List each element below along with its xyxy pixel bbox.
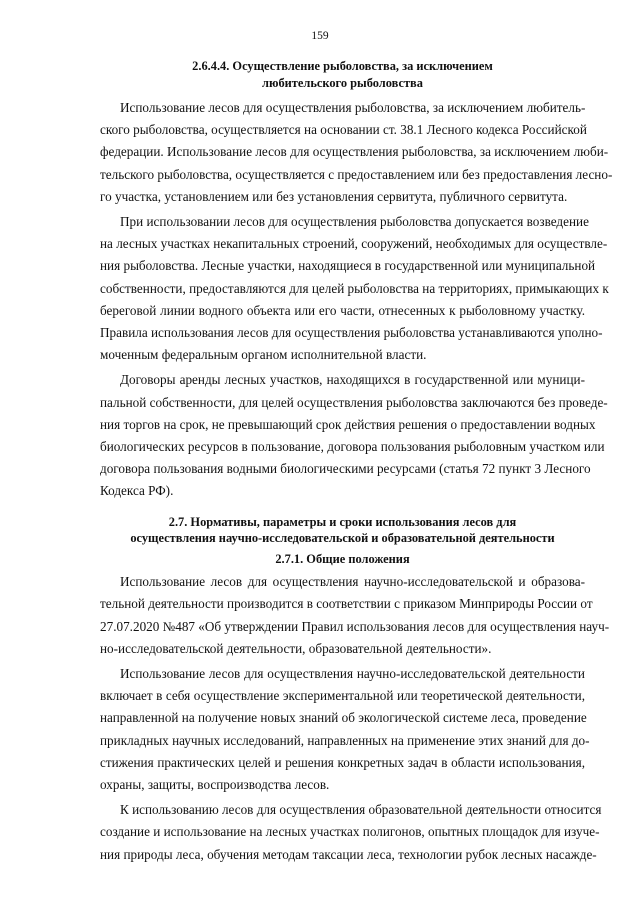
paragraph-line: включает в себя осуществление экспериментальной или теоретической деятельности, bbox=[100, 688, 585, 704]
paragraph-line: Использование лесов для осуществления рыболовства, за исключением любитель- bbox=[120, 100, 586, 115]
subsection-heading-2-7-1: 2.7.1. Общие положения bbox=[275, 551, 410, 566]
page-number: 159 bbox=[311, 30, 329, 42]
paragraph-line: на лесных участках некапитальных строений, сооружений, необходимых для осуществле- bbox=[100, 236, 608, 252]
paragraph-line: Договоры аренды лесных участков, находящихся в государственной или муници- bbox=[120, 372, 585, 388]
paragraph-line: Использование лесов для осуществления научно-исследовательской и образова- bbox=[120, 574, 585, 590]
paragraph-line: Правила использования лесов для осуществления рыболовства устанавливаются уполно- bbox=[100, 325, 603, 341]
paragraph-line: Кодекса РФ). bbox=[100, 483, 174, 499]
paragraph bbox=[100, 211, 609, 366]
paragraph-line: тельского рыболовства, осуществляется с предоставлением или без предоставления лесно- bbox=[100, 166, 613, 182]
paragraph-line: прикладных научных исследований, направленных на применение этих знаний для до- bbox=[100, 732, 590, 748]
heading-line: любительского рыболовства bbox=[262, 75, 423, 90]
paragraph bbox=[100, 97, 613, 208]
paragraph-line: При использовании лесов для осуществления рыболовства допускается возведение bbox=[120, 214, 589, 230]
paragraph-line: федерации. Использование лесов для осуществления рыболовства, за исключением люби- bbox=[100, 144, 609, 160]
paragraph-line: договора пользования водными биологическими ресурсами (статья 72 пункт 3 Лесного bbox=[100, 461, 591, 477]
heading-line: 2.7. Нормативы, параметры и сроки использования лесов для bbox=[168, 514, 517, 529]
paragraph-line: 27.07.2020 №487 «Об утверждении Правил использования лесов для осуществления науч- bbox=[100, 618, 610, 634]
paragraph-line: ского рыболовства, осуществляется на основании ст. 38.1 Лесного кодекса Российской bbox=[100, 122, 587, 138]
document-body bbox=[100, 58, 613, 866]
section-heading-2-7 bbox=[100, 514, 585, 547]
paragraph-line: К использованию лесов для осуществления образовательной деятельности относится bbox=[120, 802, 602, 818]
paragraph-line: биологических ресурсов в пользование, договора пользования рыболовным участком или bbox=[100, 439, 605, 455]
paragraph-line: тельной деятельности производится в соответствии с приказом Минприроды России от bbox=[100, 596, 593, 612]
paragraph bbox=[100, 799, 602, 866]
heading-line: осуществления научно-исследовательской и образовательной деятельности bbox=[130, 531, 555, 546]
paragraph-line: охраны, защиты, воспроизводства лесов. bbox=[100, 776, 330, 792]
paragraph-line: Использование лесов для осуществления научно-исследовательской деятельности bbox=[120, 665, 585, 681]
paragraph-line: создание и использование на лесных участках полигонов, опытных площадок для изуче- bbox=[100, 824, 600, 840]
paragraph-line: ния торгов на срок, не превышающий срок действия решения о предоставлении водных bbox=[100, 416, 596, 432]
heading-line: 2.6.4.4. Осуществление рыболовства, за исключением bbox=[192, 59, 493, 73]
paragraph-line: ния рыболовства. Лесные участки, находящиеся в государственной или муниципальной bbox=[100, 258, 596, 274]
paragraph-line: моченным федеральным органом исполнительной власти. bbox=[100, 347, 427, 363]
paragraph-line: пальной собственности, для целей осуществления рыболовства заключаются без проведе- bbox=[100, 394, 608, 410]
paragraph-line: го участка, установлением или без установления сервитута, публичного сервитута. bbox=[100, 188, 568, 204]
section-heading-2-6-4-4 bbox=[100, 58, 585, 91]
paragraph-line: стижения практических целей и решения конкретных задач в области использования, bbox=[100, 754, 585, 770]
paragraph-line: ния природы леса, обучения методам таксации леса, технологии рубок лесных насажде- bbox=[100, 846, 597, 862]
paragraph-line: собственности, предоставляются для целей рыболовства на территориях, примыкающих к bbox=[100, 280, 609, 296]
paragraph bbox=[100, 369, 608, 502]
paragraph-line: направленной на получение новых знаний об экологической системе леса, проведение bbox=[100, 710, 587, 726]
paragraph-line: но-исследовательской деятельности, образовательной деятельности». bbox=[100, 640, 492, 656]
paragraph bbox=[100, 571, 610, 660]
paragraph-line: береговой линии водного объекта или его части, отнесенных к рыболовному участку. bbox=[100, 302, 585, 318]
paragraph bbox=[100, 663, 590, 796]
